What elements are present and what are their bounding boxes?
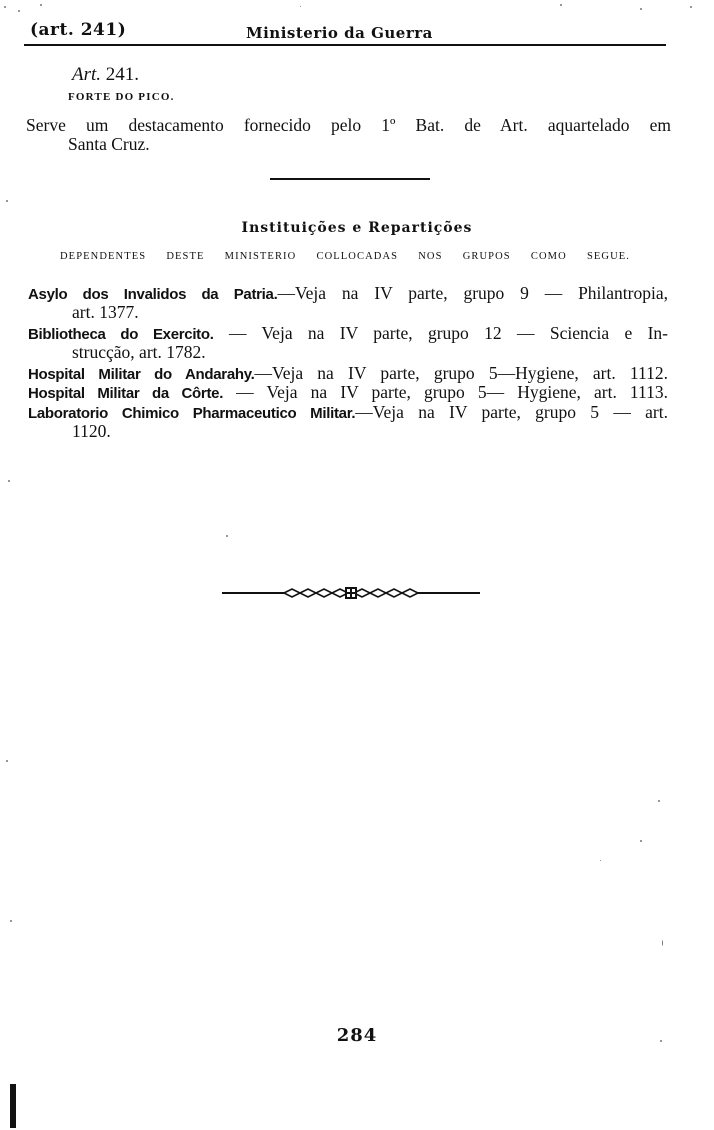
running-head-title: Ministerio da Guerra bbox=[246, 24, 433, 42]
section-divider bbox=[270, 178, 430, 180]
list-item-hospital-andarahy bbox=[28, 364, 668, 384]
paper-speck bbox=[662, 940, 663, 946]
entry-continuation: 1120. bbox=[72, 421, 111, 441]
binding-shadow bbox=[10, 1084, 16, 1128]
article-subject: FORTE DO PICO. bbox=[68, 91, 175, 103]
article-text-line-2: Santa Cruz. bbox=[68, 134, 150, 154]
page-number: 284 bbox=[336, 1025, 378, 1046]
paper-speck bbox=[300, 6, 301, 7]
article-heading bbox=[72, 64, 139, 86]
section-title: Instituições e Repartições bbox=[241, 220, 473, 236]
paper-speck bbox=[6, 760, 8, 762]
article-number: 241. bbox=[105, 64, 140, 85]
entry-reference: —Veja na IV parte, grupo 5—Hygiene, art. 1112. bbox=[254, 363, 668, 383]
running-head bbox=[26, 18, 666, 46]
entry-name: Hospital Militar do Andarahy. bbox=[28, 366, 255, 383]
ornamental-divider bbox=[222, 584, 480, 602]
list-item-hospital-corte bbox=[28, 383, 668, 403]
header-rule bbox=[24, 44, 666, 46]
list-item-laboratorio bbox=[28, 403, 668, 423]
entry-name: Asylo dos Invalidos da Patria. bbox=[28, 286, 278, 303]
paper-speck bbox=[640, 840, 642, 842]
entry-reference: — Veja na IV parte, grupo 12 — Sciencia e In- bbox=[213, 323, 668, 343]
paper-speck bbox=[640, 8, 642, 10]
entry-name: Bibliotheca do Exercito. bbox=[28, 326, 214, 343]
paper-speck bbox=[10, 920, 12, 922]
paper-speck bbox=[658, 800, 660, 802]
paper-speck bbox=[226, 535, 228, 537]
paper-speck bbox=[40, 4, 42, 6]
paper-speck bbox=[690, 6, 692, 8]
section-subtitle: DEPENDENTES DESTE MINISTERIO COLLOCADAS NOS GRUPOS COMO SEGUE. bbox=[60, 251, 630, 262]
entry-reference: — Veja na IV parte, grupo 5— Hygiene, art. 1113. bbox=[223, 382, 668, 402]
entry-reference: —Veja na IV parte, grupo 5 — art. bbox=[355, 402, 668, 422]
paper-speck bbox=[18, 10, 20, 12]
entry-reference: —Veja na IV parte, grupo 9 — Philantropia, bbox=[277, 283, 668, 303]
paper-speck bbox=[4, 6, 6, 8]
paper-speck bbox=[660, 1040, 662, 1042]
article-label: Art. bbox=[72, 64, 102, 85]
paper-speck bbox=[600, 860, 601, 861]
paper-speck bbox=[8, 480, 10, 482]
running-head-article-ref: (art. 241) bbox=[30, 20, 127, 40]
paper-speck bbox=[6, 200, 8, 202]
entry-continuation: art. 1377. bbox=[72, 302, 139, 322]
entry-continuation: strucção, art. 1782. bbox=[72, 342, 206, 362]
entry-name: Hospital Militar da Côrte. bbox=[28, 385, 224, 402]
list-item-bibliotheca bbox=[28, 324, 668, 344]
entry-name: Laboratorio Chimico Pharmaceutico Militar. bbox=[28, 405, 356, 422]
paper-speck bbox=[560, 4, 562, 6]
article-text-line-1: Serve um destacamento fornecido pelo 1º Bat. de Art. aquartelado em bbox=[26, 115, 671, 135]
list-item-asylo bbox=[28, 284, 668, 304]
